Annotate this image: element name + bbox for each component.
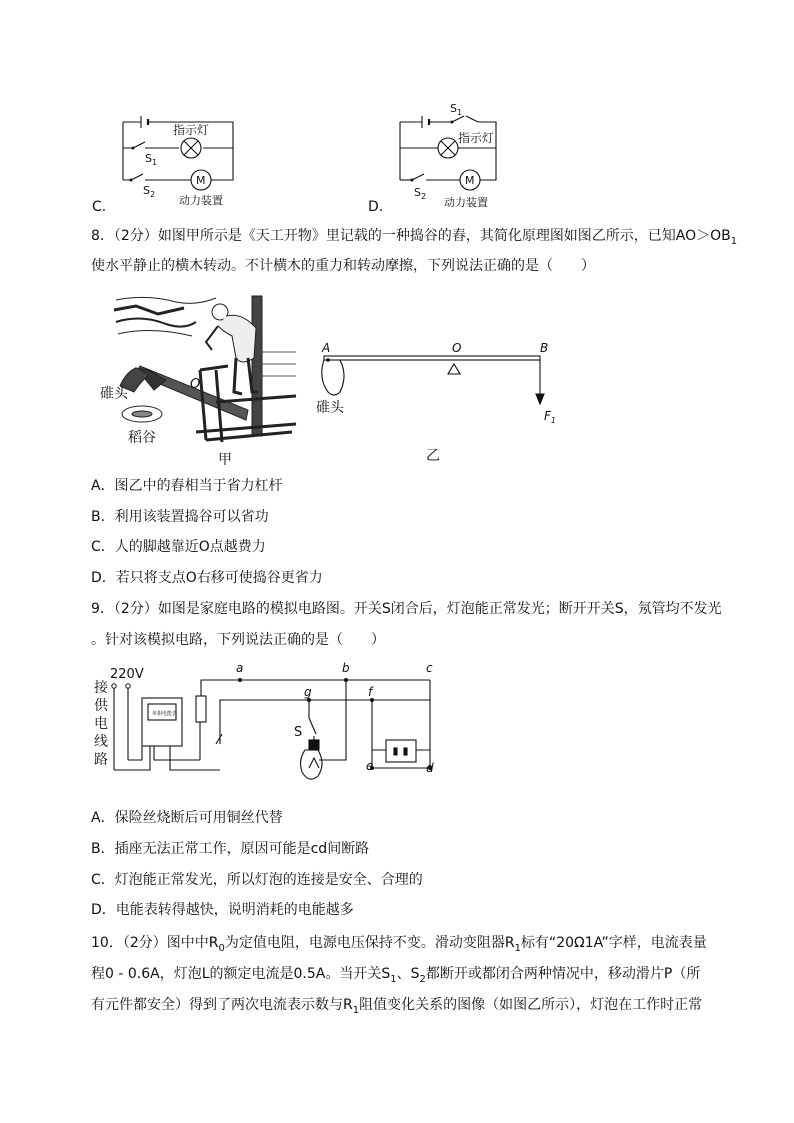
- yi-point-o: O: [452, 341, 462, 355]
- node-e: e: [366, 759, 374, 773]
- svg-text:电: 电: [94, 716, 108, 732]
- q9-option-c: C．灯泡能正常发光，所以灯泡的连接是安全、合理的: [91, 872, 423, 888]
- node-d: d: [426, 761, 434, 775]
- q8-option-a: A．图乙中的舂相当于省力杠杆: [91, 478, 283, 494]
- q7-circuit-d: [392, 98, 502, 210]
- node-g: g: [304, 685, 312, 699]
- q8-figure-yi: [312, 338, 572, 466]
- q8-option-c: C．人的脚越靠近O点越费力: [91, 539, 266, 555]
- q9-stem-line1: 9．（2分）如图是家庭电路的模拟电路图。开关S闭合后，灯泡能正常发光；断开开关S，氖管均不发光: [91, 601, 722, 617]
- q10-line1: 10．（2分）图中中$R_0$为定值电阻，电源电压保持不变。滑动变阻器$R_1$标有“20Ω1A”字样，电流表量: [91, 935, 707, 954]
- c-indicator-label: 指示灯: [173, 123, 210, 137]
- node-b: b: [342, 661, 350, 675]
- q8-option-b: B．利用该装置捣谷可以省功: [91, 509, 269, 525]
- svg-text:S1: $S_1$: [450, 102, 463, 117]
- c-motor-symbol: M: [196, 174, 206, 187]
- svg-text:S2: $S_2$: [414, 186, 427, 201]
- meter-face-label: 单相电能表: [152, 711, 178, 717]
- svg-text:路: 路: [94, 752, 108, 768]
- yi-point-b: B: [540, 341, 549, 355]
- q8-option-d: D．若只将支点O右移可使捣谷更省力: [91, 570, 323, 586]
- yi-pestle-label: 碓头: [316, 400, 344, 416]
- yi-force-f1: $F_1$: [544, 409, 556, 425]
- q8-stem-line1: 8．（2分）如图甲所示是《天工开物》里记载的一种捣谷的舂，其简化原理图如图乙所示，已知$AO>OB_1$: [91, 228, 738, 247]
- q7-option-d-label: D．: [368, 199, 393, 215]
- c-device-label: 动力装置: [179, 194, 223, 207]
- q8-stem-line2: 使水平静止的横木转动。不计横木的重力和转动摩擦，下列说法正确的是（ ）: [91, 258, 595, 274]
- d-device-label: 动力装置: [444, 196, 488, 209]
- q10-line2: 程0 - 0.6A，灯泡L的额定电流是0.5A。当开关$S_1$、$S_2$都断开或都闭合两种情况中，移动滑片P（所: [91, 966, 701, 985]
- q9-option-d: D．电能表转得越快，说明消耗的电能越多: [91, 902, 354, 918]
- svg-text:线: 线: [94, 734, 108, 750]
- q9-stem-line2: 。针对该模拟电路，下列说法正确的是（ ）: [91, 632, 385, 648]
- q9-circuit: [90, 660, 450, 800]
- node-c: c: [426, 661, 433, 675]
- jia-rice-label: 稻谷: [128, 430, 156, 446]
- node-f: f: [368, 685, 373, 699]
- svg-text:供: 供: [94, 698, 108, 714]
- d-indicator-label: 指示灯: [458, 131, 495, 145]
- d-motor-symbol: M: [465, 174, 475, 187]
- jia-pivot-label: O: [190, 377, 201, 392]
- yi-point-a: A: [322, 341, 331, 355]
- svg-text:S2: $S_2$: [143, 184, 156, 199]
- jia-pestle-label: 碓头: [100, 386, 128, 402]
- node-a: a: [236, 661, 244, 675]
- q7-option-c-label: C．: [92, 199, 116, 215]
- q8-figure-jia: [96, 292, 306, 470]
- q7-circuit-c: [115, 108, 255, 208]
- q9-option-b: B．插座无法正常工作，原因可能是cd间断路: [91, 841, 370, 857]
- svg-text:接: 接: [94, 680, 108, 696]
- svg-text:S1: $S_1$: [145, 152, 158, 167]
- switch-s: S: [294, 725, 303, 740]
- supply-voltage: 220V: [110, 667, 144, 682]
- q9-option-a: A．保险丝烧断后可用铜丝代替: [91, 810, 283, 826]
- jia-caption: 甲: [218, 452, 232, 468]
- yi-caption: 乙: [426, 448, 440, 464]
- q10-line3: 有元件都安全）得到了两次电流表示数与$R_1$阻值变化关系的图像（如图乙所示），灯泡在工作时正常: [91, 997, 703, 1016]
